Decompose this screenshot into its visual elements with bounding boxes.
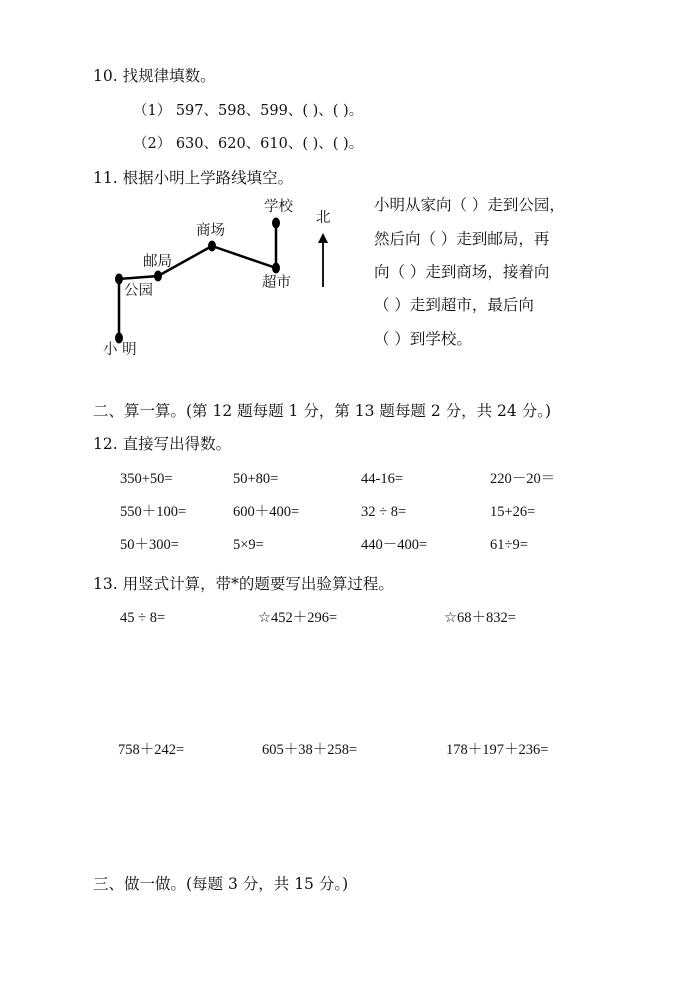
q10-title: 10. 找规律填数。 [93,67,216,85]
q12-item: 50+80= [233,471,279,487]
q13-item: 178＋197＋236= [446,742,549,758]
q13-item: 605＋38＋258= [262,742,358,758]
q10-row-2: （2） 630、620、610、( )、( )。 [133,136,364,152]
map-label-mall: 商场 [196,223,225,239]
mall-point [208,241,216,252]
map-label-home: 小 明 [103,342,137,358]
q13-item: 45 ÷ 8= [120,610,166,626]
map-label-north: 北 [316,210,331,226]
q12-item: 32 ÷ 8= [361,504,407,520]
q12-item: 440－400= [361,537,428,553]
north-arrow-icon [318,233,328,287]
q13-item: ☆452＋296= [258,610,338,626]
q13-item: ☆68＋832= [444,610,516,626]
q12-item: 550＋100= [120,504,187,520]
q12-item: 220－20＝ [490,471,556,487]
q10-row-1: （1） 597、598、599、( )、( )。 [133,103,364,119]
q12-item: 5×9= [233,537,264,553]
q12-title: 12. 直接写出得数。 [93,435,232,453]
q11-narrative-line-3: 向（ ）走到商场，接着向 [374,263,550,281]
section-2-title: 二、算一算。(第 12 题每题 1 分，第 13 题每题 2 分，共 24 分。) [93,402,552,420]
q11-narrative-line-1: 小明从家向（ ）走到公园， [374,196,565,214]
q12-item: 61÷9= [490,537,528,553]
map-label-park: 公园 [124,283,153,299]
school-point [272,218,280,229]
route-line [119,223,276,338]
q12-item: 44-16= [361,471,404,487]
post-office-point [154,271,162,282]
q12-item: 50＋300= [120,537,179,553]
map-label-supermarket: 超市 [262,275,291,291]
section-3-title: 三、做一做。(每题 3 分，共 15 分。) [93,875,349,893]
q13-item: 758＋242= [118,742,185,758]
q11-narrative-line-2: 然后向（ ）走到邮局，再 [374,230,550,248]
map-label-post-office: 邮局 [143,254,172,270]
q12-item: 15+26= [490,504,536,520]
park-point [115,274,123,285]
map-label-school: 学校 [264,199,293,215]
q11-narrative-line-5: （ ）到学校。 [374,330,472,348]
q13-title: 13. 用竖式计算，带*的题要写出验算过程。 [93,575,394,593]
q12-item: 600＋400= [233,504,300,520]
q11-narrative-line-4: （ ）走到超市，最后向 [374,296,534,314]
q11-title: 11. 根据小明上学路线填空。 [93,169,294,187]
q12-item: 350+50= [120,471,173,487]
supermarket-point [272,263,280,274]
